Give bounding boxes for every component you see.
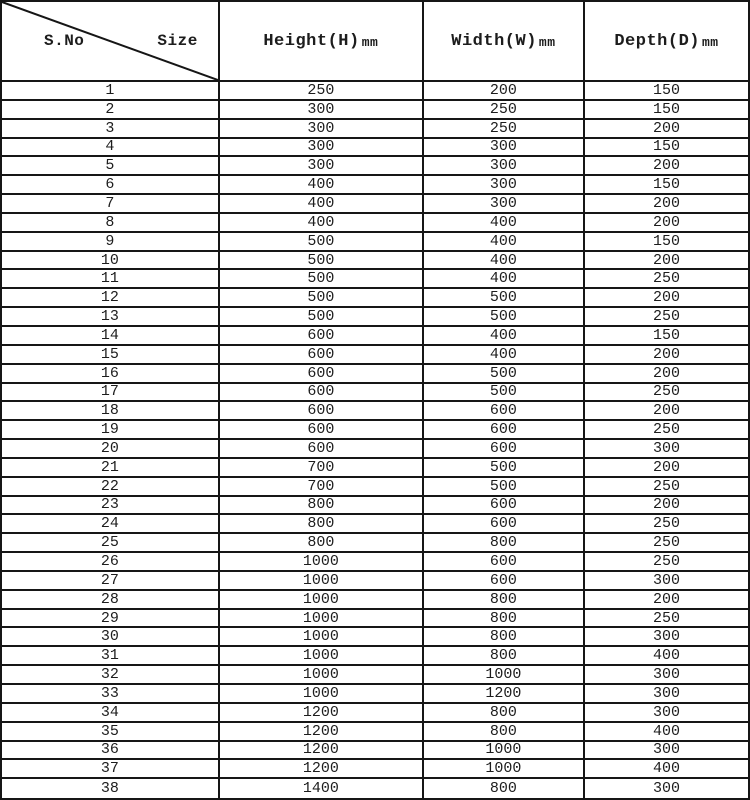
cell-depth: 250 [585, 270, 748, 289]
header-depth-label: Depth(D) [614, 31, 700, 51]
cell-depth: 250 [585, 308, 748, 327]
cell-sno: 16 [2, 365, 220, 384]
cell-depth: 200 [585, 157, 748, 176]
cell-sno: 1 [2, 82, 220, 101]
cell-sno: 17 [2, 384, 220, 403]
cell-width: 300 [424, 195, 585, 214]
header-cell-height [220, 2, 424, 82]
table-row [2, 742, 748, 761]
cell-height: 1200 [220, 704, 424, 723]
cell-width: 200 [424, 82, 585, 101]
cell-width: 250 [424, 120, 585, 139]
table-header-row [2, 2, 748, 82]
cell-height: 600 [220, 384, 424, 403]
cell-sno: 28 [2, 591, 220, 610]
cell-depth: 300 [652, 780, 680, 798]
cell-height: 1000 [220, 591, 424, 610]
cell-depth: 300 [585, 440, 748, 459]
cell-width: 400 [424, 346, 585, 365]
cell-width: 500 [424, 478, 585, 497]
cell-height: 600 [220, 346, 424, 365]
cell-sno: 22 [2, 478, 220, 497]
header-width-label: Width(W) [451, 31, 537, 51]
cell-depth: 200 [585, 402, 748, 421]
cell-depth: 250 [585, 478, 748, 497]
cell-sno: 37 [2, 760, 220, 779]
table-row [2, 120, 748, 139]
table-row [2, 214, 748, 233]
table-row [2, 82, 748, 101]
table-row [2, 459, 748, 478]
table-row [2, 233, 748, 252]
cell-height: 500 [220, 308, 424, 327]
cell-sno: 32 [2, 666, 220, 685]
cell-sno: 12 [2, 289, 220, 308]
cell-depth: 250 [585, 384, 748, 403]
cell-width: 500 [424, 289, 585, 308]
cell-sno: 2 [2, 101, 220, 120]
cell-sno: 38 [2, 779, 220, 798]
table-row [2, 628, 748, 647]
cell-width: 600 [424, 515, 585, 534]
cell-depth: 200 [585, 120, 748, 139]
cell-height: 600 [220, 402, 424, 421]
corner-row-label: S.No [44, 32, 85, 50]
cell-depth: 200 [585, 195, 748, 214]
table-row [2, 252, 748, 271]
cell-width: 300 [424, 176, 585, 195]
table-row [2, 779, 748, 798]
cell-sno: 18 [2, 402, 220, 421]
cell-height: 300 [220, 139, 424, 158]
cell-depth: 250 [585, 553, 748, 572]
cell-sno: 9 [2, 233, 220, 252]
cell-height: 1000 [220, 610, 424, 629]
cell-width: 600 [424, 421, 585, 440]
cell-sno: 33 [2, 685, 220, 704]
header-width-unit: mm [538, 35, 556, 50]
cell-sno: 29 [2, 610, 220, 629]
cell-sno: 36 [2, 742, 220, 761]
cell-depth: 300 [585, 742, 748, 761]
cell-width: 500 [424, 308, 585, 327]
cell-depth: 150 [585, 327, 748, 346]
table-row [2, 139, 748, 158]
cell-height: 1000 [220, 628, 424, 647]
cell-sno: 23 [2, 497, 220, 516]
cell-depth: 200 [585, 214, 748, 233]
table-row [2, 704, 748, 723]
cell-depth: 150 [585, 176, 748, 195]
cell-width: 400 [424, 233, 585, 252]
cell-sno: 24 [2, 515, 220, 534]
cell-height: 500 [220, 233, 424, 252]
cell-width: 800 [424, 591, 585, 610]
cell-height: 400 [220, 195, 424, 214]
table-row [2, 553, 748, 572]
cell-sno: 35 [2, 723, 220, 742]
cell-height: 1200 [220, 742, 424, 761]
corner-col-label: Size [157, 32, 198, 50]
cell-height: 800 [220, 534, 424, 553]
cell-depth: 250 [585, 421, 748, 440]
cell-sno: 11 [2, 270, 220, 289]
cell-height: 1200 [220, 723, 424, 742]
table-row [2, 289, 748, 308]
cell-height: 1000 [220, 685, 424, 704]
cell-depth: 300 [585, 685, 748, 704]
cell-depth: 250 [585, 610, 748, 629]
cell-sno: 6 [2, 176, 220, 195]
cell-sno: 25 [2, 534, 220, 553]
cell-width: 250 [424, 101, 585, 120]
cell-width: 500 [424, 365, 585, 384]
cell-width: 300 [424, 139, 585, 158]
table-row [2, 365, 748, 384]
cell-width: 400 [424, 270, 585, 289]
cell-height: 1400 [220, 779, 424, 798]
table-row [2, 666, 748, 685]
cell-height: 700 [220, 478, 424, 497]
table-row [2, 101, 748, 120]
cell-height: 400 [220, 176, 424, 195]
table-row [2, 647, 748, 666]
cell-depth: 300 [585, 572, 748, 591]
table-row [2, 497, 748, 516]
cell-depth: 200 [585, 497, 748, 516]
cell-height: 1000 [220, 572, 424, 591]
table-row [2, 760, 748, 779]
table-row [2, 270, 748, 289]
cell-depth: 150 [585, 139, 748, 158]
cell-depth: 200 [585, 289, 748, 308]
table-row [2, 440, 748, 459]
cell-width: 800 [424, 704, 585, 723]
table-row [2, 723, 748, 742]
cell-height: 400 [220, 214, 424, 233]
table-row [2, 327, 748, 346]
cell-sno: 30 [2, 628, 220, 647]
cell-width: 800 [424, 779, 585, 798]
table-row [2, 402, 748, 421]
cell-sno: 19 [2, 421, 220, 440]
cell-height: 600 [220, 440, 424, 459]
table-row [2, 478, 748, 497]
cell-height: 1200 [220, 760, 424, 779]
cell-depth: 300 [585, 704, 748, 723]
table-row [2, 346, 748, 365]
cell-depth: 200 [585, 591, 748, 610]
cell-sno: 10 [2, 252, 220, 271]
cell-width: 400 [424, 214, 585, 233]
cell-depth: 250 [585, 534, 748, 553]
cell-width: 600 [424, 572, 585, 591]
cell-depth: 150 [585, 233, 748, 252]
cell-sno: 34 [2, 704, 220, 723]
cell-depth: 200 [585, 346, 748, 365]
cell-width: 400 [424, 327, 585, 346]
cell-width: 500 [424, 384, 585, 403]
cell-height: 500 [220, 270, 424, 289]
cell-sno: 21 [2, 459, 220, 478]
cell-sno: 8 [2, 214, 220, 233]
cell-depth: 200 [585, 365, 748, 384]
table-row [2, 157, 748, 176]
cell-width: 600 [424, 497, 585, 516]
cell-width: 800 [424, 647, 585, 666]
cell-width: 1200 [424, 685, 585, 704]
cell-sno: 15 [2, 346, 220, 365]
cell-height: 300 [220, 157, 424, 176]
cell-width: 600 [424, 553, 585, 572]
cell-height: 600 [220, 421, 424, 440]
cell-depth: 400 [585, 723, 748, 742]
table-row [2, 384, 748, 403]
cell-height: 600 [220, 327, 424, 346]
cell-depth: 250 [585, 515, 748, 534]
table-row [2, 591, 748, 610]
cell-depth: 400 [585, 760, 748, 779]
cell-depth: 200 [585, 252, 748, 271]
cell-height: 1000 [220, 553, 424, 572]
cell-height: 600 [220, 365, 424, 384]
cell-depth: 300 [585, 628, 748, 647]
cell-width: 1000 [424, 666, 585, 685]
table-row [2, 534, 748, 553]
header-height-unit: mm [361, 35, 379, 50]
cell-width: 800 [424, 723, 585, 742]
table-row [2, 572, 748, 591]
cell-height: 300 [220, 101, 424, 120]
table-body [2, 82, 748, 798]
header-cell-depth [585, 2, 748, 82]
cell-sno: 3 [2, 120, 220, 139]
cell-width: 400 [424, 252, 585, 271]
cell-depth: 300 [585, 666, 748, 685]
cell-depth: 150 [585, 101, 748, 120]
cell-sno: 7 [2, 195, 220, 214]
cell-sno: 13 [2, 308, 220, 327]
cell-height: 250 [220, 82, 424, 101]
cell-height: 700 [220, 459, 424, 478]
cell-width: 300 [424, 157, 585, 176]
header-cell-width [424, 2, 585, 82]
cell-width: 1000 [424, 760, 585, 779]
cell-width: 600 [424, 402, 585, 421]
cell-width: 500 [424, 459, 585, 478]
cell-width: 1000 [424, 742, 585, 761]
cell-width: 800 [424, 628, 585, 647]
table-row [2, 195, 748, 214]
cell-width: 800 [424, 610, 585, 629]
cell-width: 600 [424, 440, 585, 459]
cell-sno: 26 [2, 553, 220, 572]
cell-sno: 14 [2, 327, 220, 346]
cell-depth: 150 [585, 82, 748, 101]
cell-depth: 400 [585, 647, 748, 666]
table-row [2, 421, 748, 440]
cell-height: 1000 [220, 666, 424, 685]
corner-header-cell [2, 2, 220, 82]
cell-depth: 200 [585, 459, 748, 478]
table-row [2, 515, 748, 534]
table-row [2, 685, 748, 704]
cell-sno: 27 [2, 572, 220, 591]
cell-height: 500 [220, 289, 424, 308]
table-row [2, 308, 748, 327]
cell-sno: 4 [2, 139, 220, 158]
cell-sno: 31 [2, 647, 220, 666]
cell-sno: 5 [2, 157, 220, 176]
cell-height: 800 [220, 515, 424, 534]
cell-height: 300 [220, 120, 424, 139]
cell-height: 800 [220, 497, 424, 516]
cell-width: 800 [424, 534, 585, 553]
cell-height: 500 [220, 252, 424, 271]
cell-height: 1000 [220, 647, 424, 666]
header-height-label: Height(H) [263, 31, 360, 51]
table-row [2, 176, 748, 195]
header-depth-unit: mm [701, 35, 719, 50]
table-row [2, 610, 748, 629]
cell-sno: 20 [2, 440, 220, 459]
